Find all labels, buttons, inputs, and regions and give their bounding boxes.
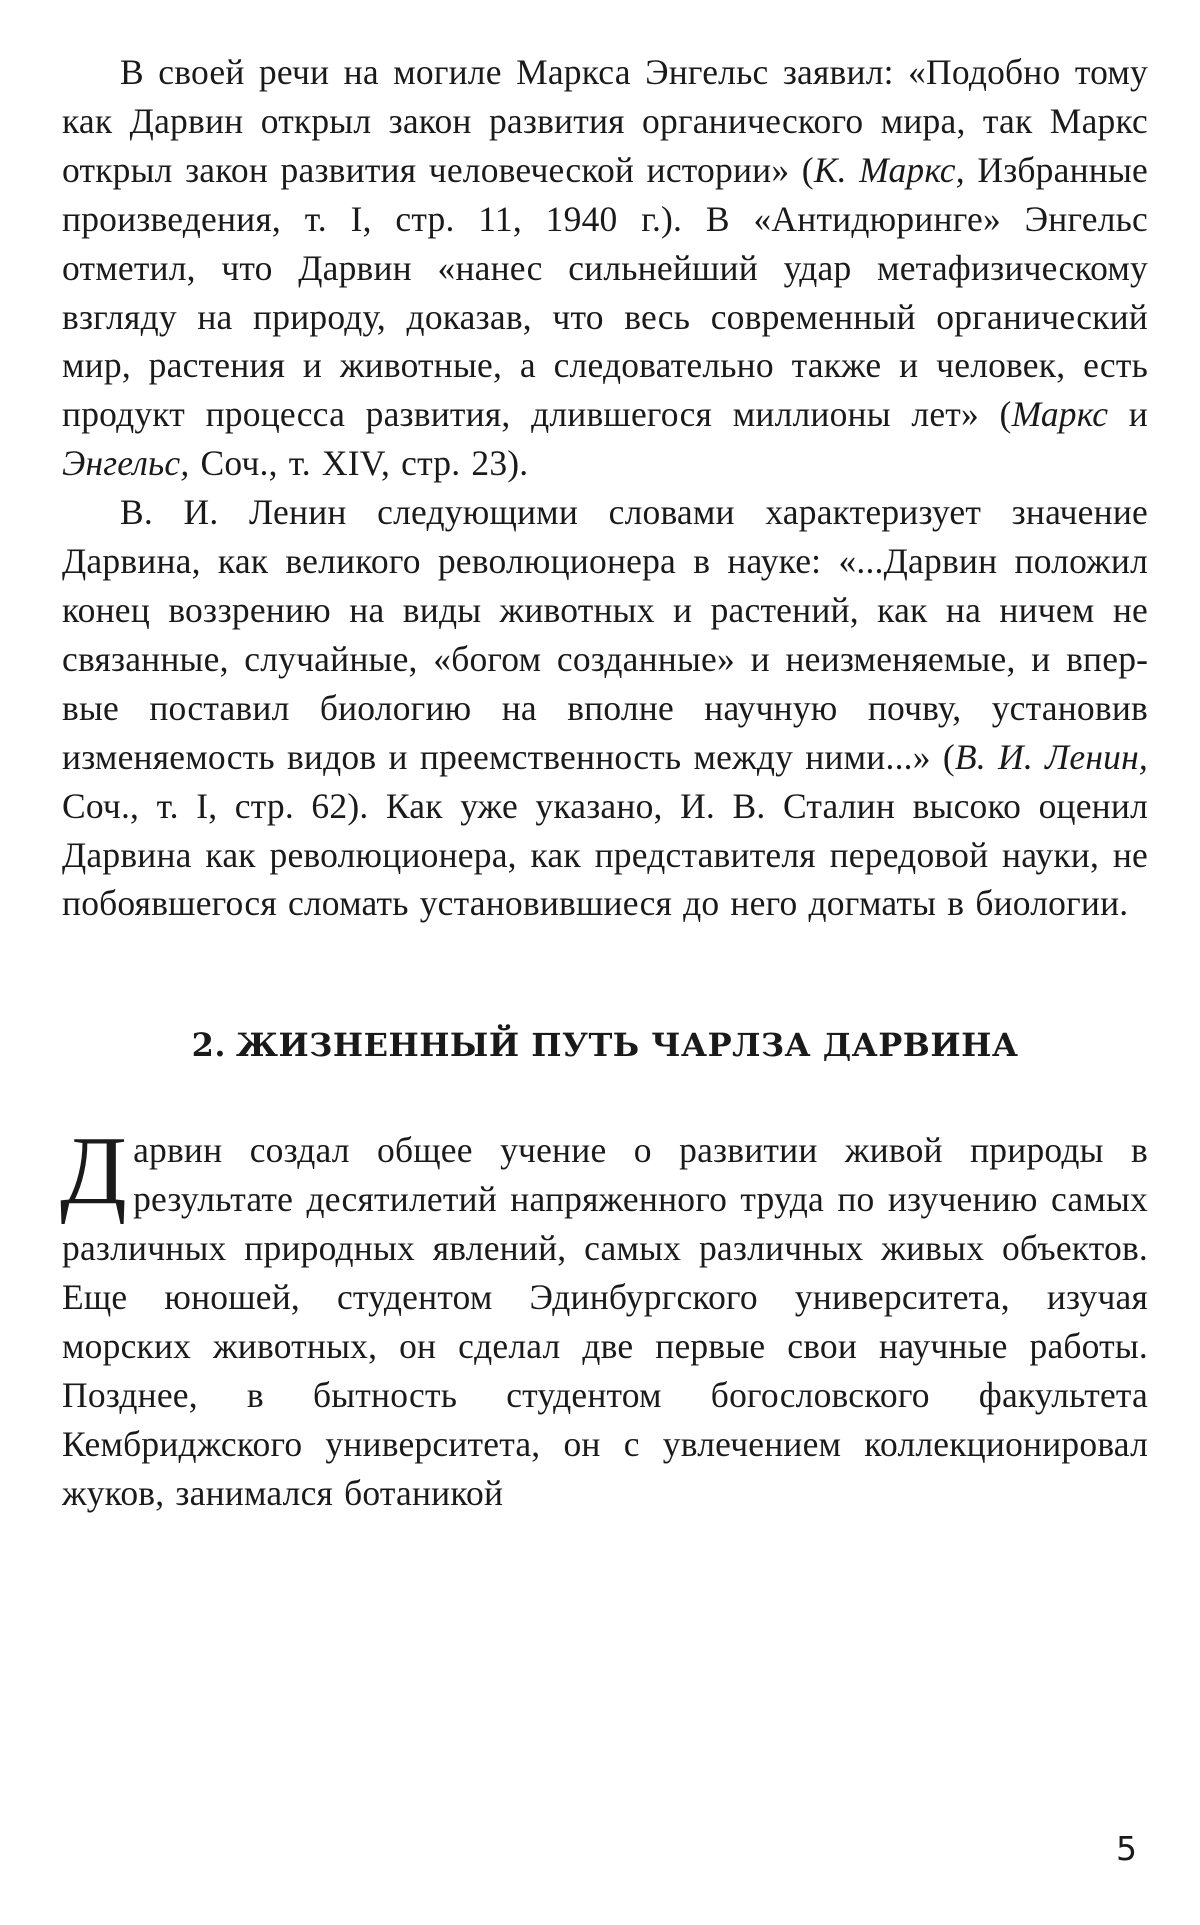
paragraph-text: Избранные произведения, т. I, стр. 11, 1940 г.). В «Антидюринге» Энгельс отметил, что Дарвин «нанес сильнейший удар метафизическому взгляду на природу, доказав, что весь современный органический мир, растения и животные, а следовательно также и человек, есть продукт процесса развития, длившегося миллионы лет» (	[62, 149, 1148, 435]
page-content	[62, 48, 1148, 1518]
page-number: 5	[1116, 1829, 1137, 1868]
paragraph-text: арвин создал общее учение о развитии живой природы в результате десятилетий напряженного труда по изучению самых различных природных явлений, самых различных живых объектов. Еще юношей, студентом Эдинбургского университета, изучая морских животных, он сделал две первые свои научные работы. Позднее, в бытность студентом богословского факультета Кембриджского университета, он с увлечением коллекционировал жуков, занимался ботаникой	[62, 1130, 1148, 1513]
paragraph-text: В своей речи на могиле Маркса Энгельс заявил: «Подобно тому как Дарвин открыл закон развития органического мира, так Маркс открыл закон развития человеческой истории» (	[62, 52, 1148, 190]
paragraph-lenin-quote	[62, 488, 1148, 928]
citation-author: К. Маркс,	[813, 149, 965, 190]
paragraph-darwin-life	[60, 1117, 1148, 1517]
paragraph-text: В. И. Ленин следующими словами характеризует значение Дарвина, как великого революционера в науке: «...Дарвин положил конец воззрению на виды животных и растений, как на ничем не связанные, случайные, «богом созданные» и неизменяемые, и впервые поставил биологию на вполне научную почву, установив изменяемость видов и преемственность между ними...» (	[62, 492, 1148, 777]
citation-author: Маркс	[1011, 394, 1109, 435]
section-number: 2.	[191, 1026, 227, 1065]
citation-author: В. И. Ленин,	[954, 736, 1148, 777]
paragraph-engels-quote	[62, 48, 1148, 488]
paragraph-text: Соч., т. XIV, стр. 23).	[189, 443, 529, 484]
paragraph-text: и	[1108, 394, 1148, 435]
section-heading	[62, 1025, 1148, 1065]
citation-author: Энгельс,	[62, 443, 190, 484]
drop-cap-letter: Д	[60, 1117, 128, 1226]
section-title-text: ЖИЗНЕННЫЙ ПУТЬ ЧАРЛЗА ДАРВИНА	[236, 1026, 1019, 1065]
section-body	[60, 1117, 1148, 1517]
paragraph-text: Соч., т. I, стр. 62). Как уже указано, И. В. Сталин высоко оценил Дарвина как революционера, как представителя передовой науки, не побоявшегося сломать установившиеся до него догматы в биологии.	[62, 785, 1148, 924]
